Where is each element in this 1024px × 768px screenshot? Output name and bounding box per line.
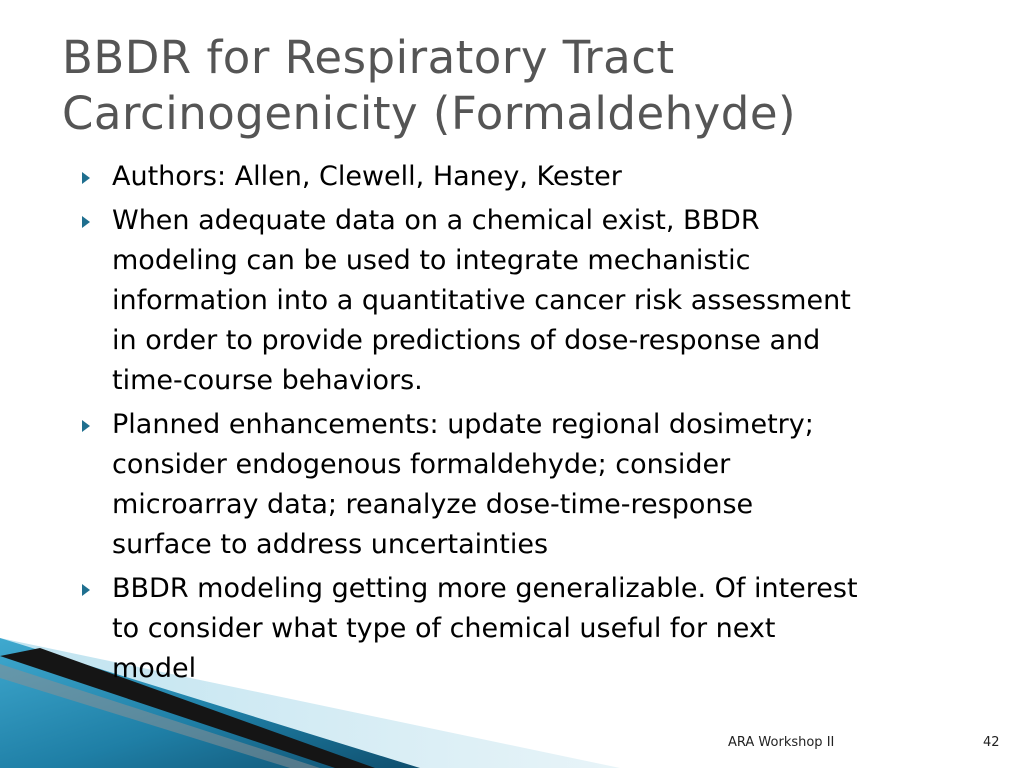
slide-title-line-2: Carcinogenicity (Formaldehyde) — [62, 87, 797, 140]
bullet-line: information into a quantitative cancer risk assessment — [112, 285, 851, 316]
bullet-generalizable — [78, 569, 1008, 689]
bullet-line: Authors: Allen, Clewell, Haney, Kester — [112, 161, 622, 192]
bullet-bbdr-modeling — [78, 201, 1008, 401]
bullet-line: to consider what type of chemical useful for next — [112, 613, 776, 644]
bullet-list — [78, 157, 1008, 693]
triangle-bullet-icon — [82, 172, 90, 184]
bullet-line: consider endogenous formaldehyde; consider — [112, 449, 731, 480]
bullet-authors — [78, 157, 1008, 197]
bullet-line: modeling can be used to integrate mechanistic — [112, 245, 751, 276]
bullet-line: BBDR modeling getting more generalizable. Of interest — [112, 573, 858, 604]
bullet-line: When adequate data on a chemical exist, BBDR — [112, 205, 760, 236]
triangle-bullet-icon — [82, 420, 90, 432]
triangle-bullet-icon — [82, 584, 90, 596]
bullet-line: microarray data; reanalyze dose-time-response — [112, 489, 754, 520]
bullet-line: Planned enhancements: update regional dosimetry; — [112, 409, 814, 440]
bullet-line: surface to address uncertainties — [112, 529, 549, 560]
bullet-line: time-course behaviors. — [112, 365, 423, 396]
slide-title-line-1: BBDR for Respiratory Tract — [62, 31, 675, 84]
bullet-line: model — [112, 653, 197, 684]
bullet-line: in order to provide predictions of dose-response and — [112, 325, 821, 356]
triangle-bullet-icon — [82, 216, 90, 228]
slide-page-number: 42 — [983, 735, 1000, 750]
bullet-planned-enhancements — [78, 405, 1008, 565]
slide-title — [62, 30, 982, 142]
footer-workshop-label: ARA Workshop II — [728, 735, 835, 750]
